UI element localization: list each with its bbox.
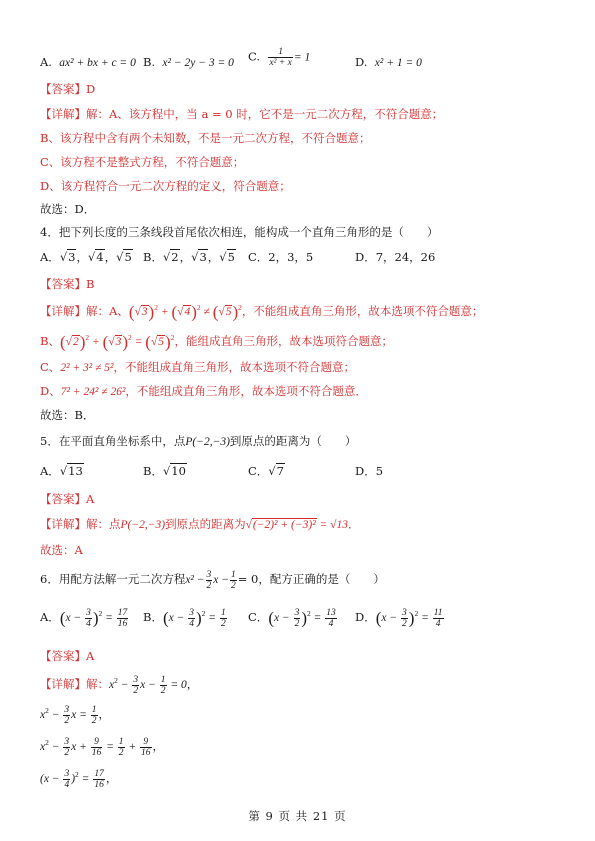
- q6-detail-step-1: $x^2$ − $\frac{3}{2}$ x = $\frac{1}{2}$ ，: [40, 704, 110, 726]
- q4-option-b: B．√2，√3，√5: [143, 250, 235, 264]
- q6-detail-step-3: (x − $\frac{3}{4}$ )$^2$ = $\frac{17}{16}$ ，: [40, 768, 118, 790]
- q5-answer: 【答案】A: [40, 492, 95, 506]
- q3-option-c-fraction: $\frac{1}{\text{x² + x}}$: [269, 47, 292, 68]
- q6-stem: 6．用配方法解一元二次方程x² − $\frac{3}{2}$ x − $\frac{1}{2}$ = 0，配方正确的是（ ）: [40, 570, 385, 591]
- q6-detail-step-2: $x^2$ − $\frac{3}{2}$ x + $\frac{9}{16}$ = $\frac{1}{2}$ + $\frac{9}{16}$ ，: [40, 736, 165, 758]
- q3-detail-b: B、该方程中含有两个未知数，不是一元二次方程，不符合题意；: [40, 131, 371, 145]
- q3-choose: 故选：D．: [40, 202, 96, 216]
- q4-detail-d: D、7² + 24² ≠ 26²，不能组成直角三角形，故本选项不符合题意．: [40, 384, 367, 398]
- q4-choose: 故选：B．: [40, 408, 95, 422]
- q3-option-a-expr: ax² + bx + c = 0: [59, 57, 136, 69]
- q5-choose: 故选：A: [40, 543, 83, 557]
- q4-option-d: D．7，24，26: [355, 250, 436, 264]
- q3-option-b: B. x² − 2y − 3 = 0: [143, 55, 234, 69]
- q5-stem: 5．在平面直角坐标系中，点P(−2,−3)到原点的距离为（ ）: [40, 434, 357, 448]
- q3-option-c: C. $\frac{1}{\text{x² + x}}$ = 1: [248, 47, 311, 68]
- q4-detail-b: B、$(√2)^2 + (√3)^2 = (√5)^2$，能组成直角三角形，故本选项符合题意；: [40, 332, 393, 352]
- q3-option-d-expr: x² + 1 = 0: [374, 57, 422, 69]
- q3-option-a: A. ax² + bx + c = 0: [40, 55, 136, 69]
- q6-option-c: C．(x − $\frac{3}{2}$ )$^2$ = $\frac{13}{4}$: [248, 608, 336, 629]
- q5-option-d: D．5: [355, 464, 384, 478]
- q3-option-d: D. x² + 1 = 0: [355, 55, 422, 69]
- q3-detail-c: C、该方程不是整式方程，不符合题意；: [40, 155, 245, 169]
- q6-detail-step-0: 【详解】解：$x^2$ − $\frac{3}{2}$ x − $\frac{1}{2}$ = 0，: [40, 674, 199, 696]
- q6-option-d: D．(x − $\frac{3}{2}$ )$^2$ = $\frac{11}{4}$: [355, 608, 443, 629]
- q5-option-c: C．√7: [248, 464, 284, 478]
- q4-stem: 4．把下列长度的三条线段首尾依次相连，能构成一个直角三角形的是（ ）: [40, 225, 439, 239]
- q4-answer: 【答案】B: [40, 277, 95, 291]
- q4-option-c: C．2，3，5: [248, 250, 314, 264]
- q5-option-b: B．√10: [143, 464, 186, 478]
- q4-detail-a: 【详解】解：A、$(√3)^2 + (√4)^2 \ne (√5)^2$，不能组成直角三角形，故本选项不符合题意；: [40, 302, 484, 322]
- q4-detail-c: C、2² + 3² ≠ 5²，不能组成直角三角形，故本选项不符合题意；: [40, 360, 355, 374]
- q3-detail-a: 【详解】解：A、该方程中，当 a = 0 时，它不是一元二次方程，不符合题意；: [40, 107, 444, 121]
- q6-answer: 【答案】A: [40, 649, 95, 663]
- q3-detail-d: D、该方程符合一元二次方程的定义，符合题意；: [40, 179, 291, 193]
- q6-option-a: A．(x − $\frac{3}{4}$ )$^2$ = $\frac{17}{16}$: [40, 608, 128, 629]
- q5-option-a: A．√13: [40, 464, 83, 478]
- q6-option-b: B．(x − $\frac{3}{4}$ )$^2$ = $\frac{1}{2}$: [143, 608, 226, 629]
- page-footer: 第 9 页 共 21 页: [248, 809, 347, 823]
- q3-option-b-expr: x² − 2y − 3 = 0: [162, 57, 234, 69]
- q3-answer: 【答案】D: [40, 82, 96, 96]
- q4-option-a: A．√3，√4，√5: [40, 250, 132, 264]
- q5-detail: 【详解】解：点P(−2,−3)到原点的距离为√(−2)² + (−3)² = √13．: [40, 517, 360, 531]
